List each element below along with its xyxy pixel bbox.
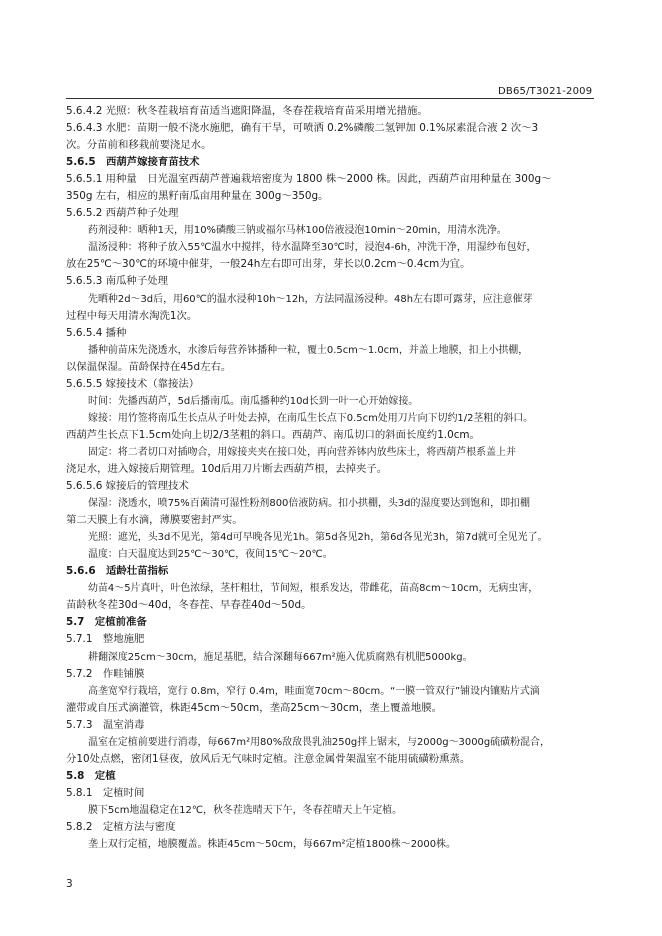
heading-5-6-5: 5.6.5 西葫芦嫁接育苗技术 <box>66 156 200 169</box>
paragraph-warm-soak-cont: 放在25℃～30℃的环境中催芽，一般24h左右即可出芽，芽长以0.2cm～0.4cm为宜。 <box>66 258 471 271</box>
paragraph-disinfection: 温室在定植前要进行消毒，每667m²用80%敌敌畏乳油250g拌上锯末，与2000g～3000g硫磺粉混合， <box>88 736 550 748</box>
paragraph-graft-fix: 固定：将二者切口对插吻合，用嫁接夹夹在接口处，再向营养钵内放些床土，将西葫芦根系盖上并 <box>88 446 516 458</box>
heading-5-7: 5.7 定植前准备 <box>66 616 147 629</box>
paragraph-ridge: 高垄宽窄行栽培，宽行 0.8m，窄行 0.4m，畦面宽70cm～80cm。“一膜一管双行”铺设内镶贴片式滴 <box>88 685 540 697</box>
paragraph-seedling-index: 幼苗4～5片真叶，叶色浓绿，茎杆粗壮，节间短，根系发达，带雌花，苗高8cm～10cm，无病虫害， <box>88 583 539 595</box>
paragraph-graft-method-cont: 西葫芦生长点下1.5cm处向上切2/3茎粗的斜口。西葫芦、南瓜切口的斜面长度约1.0cm。 <box>66 428 480 441</box>
heading-5-6-5-2: 5.6.5.2 西葫芦种子处理 <box>66 207 179 220</box>
paragraph-seedling-index-cont: 苗龄秋冬茬30d～40d，冬春茬、早春茬40d～50d。 <box>66 599 312 612</box>
heading-5-8: 5.8 定植 <box>66 769 116 782</box>
paragraph-tillage: 耕翻深度25cm～30cm，施足基肥，结合深翻每667m²施入优质腐熟有机肥5000kg。 <box>88 651 473 663</box>
paragraph-sowing-cont: 以保温保湿。苗龄保持在45d左右。 <box>66 360 232 373</box>
paragraph-warm-soak: 温汤浸种：将种子放入55℃温水中搅拌，待水温降至30℃时，浸泡4-6h，冲洗干净，用湿纱布包好， <box>88 242 537 254</box>
clause-5-6-4-2: 5.6.4.2 光照：秋冬茬栽培育苗适当遮阳降温，冬春茬栽培育苗采用增光措施。 <box>66 105 428 117</box>
paragraph-pumpkin-seed-cont: 过程中每天用清水淘洗1次。 <box>66 309 198 322</box>
document-code: DB65/T3021-2009 <box>498 86 593 97</box>
paragraph-disinfection-cont: 分10处点燃，密闭1昼夜，放风后无气味时定植。注意金属骨架温室不能用硫磺粉熏蒸。 <box>66 752 471 765</box>
heading-5-6-5-6: 5.6.5.6 嫁接后的管理技术 <box>66 480 189 493</box>
heading-5-7-2: 5.7.2 作畦铺膜 <box>66 667 145 680</box>
paragraph-humidity: 保湿：浇透水，喷75%百菌清可湿性粉剂800倍液防病。扣小拱棚，头3d的湿度要达到饱和，即扣棚 <box>88 498 530 510</box>
header-rule <box>66 98 594 99</box>
clause-5-6-5-1-cont: 350g 左右，相应的黑籽南瓜亩用种量在 300g～350g。 <box>66 190 329 203</box>
heading-5-8-1: 5.8.1 定植时间 <box>66 786 145 799</box>
paragraph-humidity-cont: 第二天膜上有水滴，薄膜要密封严实。 <box>66 514 243 527</box>
page-number: 3 <box>66 878 73 890</box>
heading-5-6-5-3: 5.6.5.3 南瓜种子处理 <box>66 275 168 288</box>
heading-5-6-5-5: 5.6.5.5 嫁接技术（靠接法） <box>66 377 200 390</box>
paragraph-sowing: 播种前苗床先浇透水，水渗后每营养钵播种一粒，覆土0.5cm～1.0cm，并盖上地膜，扣上小拱棚， <box>88 344 529 356</box>
paragraph-planting-time: 膜下5cm地温稳定在12℃，秋冬茬选晴天下午，冬春茬晴天上午定植。 <box>88 804 403 816</box>
paragraph-graft-time: 时间：先播西葫芦，5d后播南瓜。南瓜播种约10d长到一叶一心开始嫁接。 <box>88 395 419 407</box>
paragraph-light: 光照：遮光，头3d不见光，第4d可早晚各见光1h。第5d各见2h，第6d各见光3h，第7d就可全见光了。 <box>88 532 548 544</box>
clause-5-6-4-3: 5.6.4.3 水肥：苗期一般不浇水施肥，确有干旱，可喷洒 0.2%磷酸二氢钾加 0.1%尿素混合液 2 次～3 <box>66 122 539 135</box>
paragraph-graft-method: 嫁接：用竹签将南瓜生长点从子叶处去掉，在南瓜生长点下0.5cm处用刀片向下切约1/2茎粗的斜口。 <box>88 412 534 424</box>
heading-5-7-1: 5.7.1 整地施肥 <box>66 633 145 646</box>
heading-5-6-5-4: 5.6.5.4 播种 <box>66 326 127 339</box>
paragraph-graft-fix-cont: 浇足水，进入嫁接后期管理。10d后用刀片断去西葫芦根，去掉夹子。 <box>66 462 388 475</box>
clause-5-6-4-3-cont: 次。分苗前和移栽前要浇足水。 <box>66 139 212 152</box>
heading-5-6-6: 5.6.6 适龄壮苗指标 <box>66 565 169 578</box>
paragraph-ridge-cont: 灌带或自压式滴灌管，株距45cm～50cm，垄高25cm～30cm，垄上覆盖地膜。 <box>66 701 442 714</box>
paragraph-chemical-soak: 药剂浸种：晒种1天，用10%磷酸三钠或福尔马林100倍液浸泡10min～20min，用清水洗净。 <box>88 225 507 237</box>
paragraph-planting-density: 垄上双行定植，地膜覆盖。株距45cm～50cm，每667m²定植1800株～2000株。 <box>88 839 456 851</box>
document-body <box>66 103 596 853</box>
paragraph-temperature: 温度：白天温度达到25℃～30℃，夜间15℃～20℃。 <box>88 549 333 561</box>
heading-5-8-2: 5.8.2 定植方法与密度 <box>66 820 176 833</box>
heading-5-7-3: 5.7.3 温室消毒 <box>66 718 145 731</box>
paragraph-pumpkin-seed: 先晒种2d～3d后，用60℃的温水浸种10h～12h，方法同温汤浸种。48h左右即可露芽，应注意催芽 <box>88 293 533 305</box>
clause-5-6-5-1: 5.6.5.1 用种量 日光温室西葫芦普遍栽培密度为 1800 株～2000 株。因此，西葫芦亩用种量在 300g～ <box>66 173 552 186</box>
